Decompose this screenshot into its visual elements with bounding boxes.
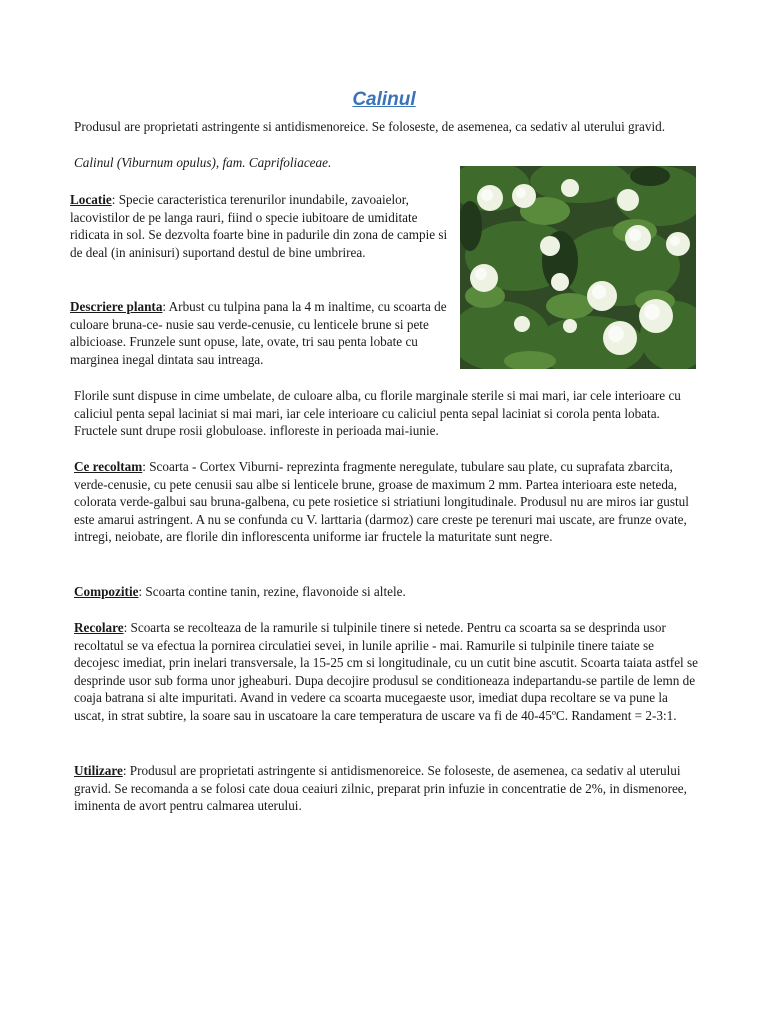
ce-recoltam-text: : Scoarta - Cortex Viburni- reprezinta fragmente neregulate, tubulare sau plate, cu suprafata zbarcita, verde-cenusie, cu pete cenusii sau albe si lenticele brune, groase de maximum 2 mm. Partea interioara este neteda, colorata verde-galbui sau bruna-galbena, cu pete rosietice si striatiuni longitudinale. Produsul nu are miros iar gustul este amarui astringent. A nu se confunda cu V. larttaria (darmoz) care creste pe terenuri mai uscate, are frunze ovate, intregi, neiobate, are florile din inflorescenta uniforme iar fructele la maturitate sunt negre.: [74, 459, 689, 545]
latin-name: Calinul (Viburnum opulus), fam. Caprifoliaceae.: [74, 155, 332, 170]
recolare-text: : Scoarta se recolteaza de la ramurile si tulpinile tinere si netede. Pentru ca scoarta sa se desprinda usor recoltatul se va efectua la pornirea circulatiei sevei, in lunile aprilie - mai. Ramurile si tulpinile tinere taiate se decojesc imediat, prin inelari transversale, la 15-25 cm si longitudinale, cu un cutit bine ascutit. Scoarta taiata astfel se desprinde usor sub forma unor jgheaburi. Dupa decojire produsul se conditioneaza indepartandu-se partile de lemn de coaja batrana si alte impuritati. Avand in vedere ca scoarta mucegaeste usor, imediat dupa recoltare se va pune la uscat, in strat subtire, la soare sau in uscatoare la care temperatura de uscare va fi de 40-45ºC. Randament = 2-3:1.: [74, 620, 698, 723]
ce-recoltam-section: [74, 458, 698, 546]
viburnum-photo: [460, 166, 696, 369]
locatie-text: : Specie caracteristica terenurilor inundabile, zavoaielor, lacovistilor de pe langa rauri, fiind o specie iubitoare de umiditate ridicata in sol. Se dezvolta foarte bine in padurile din zona de campie si de deal (in aninisuri) suportand destul de bine umbrirea.: [70, 192, 448, 260]
recolare-heading: Recolare: [74, 620, 124, 635]
descriere-heading: Descriere planta: [70, 299, 163, 314]
compozitie-text: : Scoarta contine tanin, rezine, flavonoide si altele.: [138, 584, 406, 599]
descriere-text-part1: : Arbust cu tulpina pana la 4 m inaltime, cu scoarta de culoare bruna-ce- nusie sau verde-cenusie, cu lenticele brune si pete albicioase. Frunzele sunt opuse, late, ovate, tri sau penta lobate cu marginea inegal dintata sau intreaga.: [70, 299, 447, 367]
locatie-section: [70, 191, 450, 261]
recolare-section: [74, 619, 698, 725]
locatie-heading: Locatie: [70, 192, 112, 207]
descriere-text-part2: Florile sunt dispuse in cime umbelate, de culoare alba, cu florile marginale sterile si mai mari, iar cele interioare cu caliciul penta sepal laciniat si mai mari, iar cele interioare cu caliciul penta sepal laciniat si corola penta lobata. Fructele sunt drupe rosii globuloase. infloreste in perioada mai-iunie.: [74, 388, 681, 439]
descriere-section: [70, 298, 455, 368]
intro-paragraph: Produsul are proprietati astringente si antidismenoreice. Se foloseste, de asemenea, ca sedativ al uterului gravid.: [74, 119, 666, 134]
compozitie-section: [74, 583, 698, 601]
utilizare-heading: Utilizare: [74, 763, 123, 778]
page-title: Calinul: [352, 89, 416, 110]
utilizare-text: : Produsul are proprietati astringente si antidismenoreice. Se foloseste, de asemenea, ca sedativ al uterului gravid. Se recomanda a se folosi cate doua ceaiuri zilnic, preparat prin infuzie in concentratie de 2%, in dismenoree, iminenta de avort pentru calmarea uterului.: [74, 763, 687, 814]
utilizare-section: [74, 762, 698, 815]
compozitie-heading: Compozitie: [74, 584, 139, 599]
ce-recoltam-heading: Ce recoltam: [74, 459, 143, 474]
